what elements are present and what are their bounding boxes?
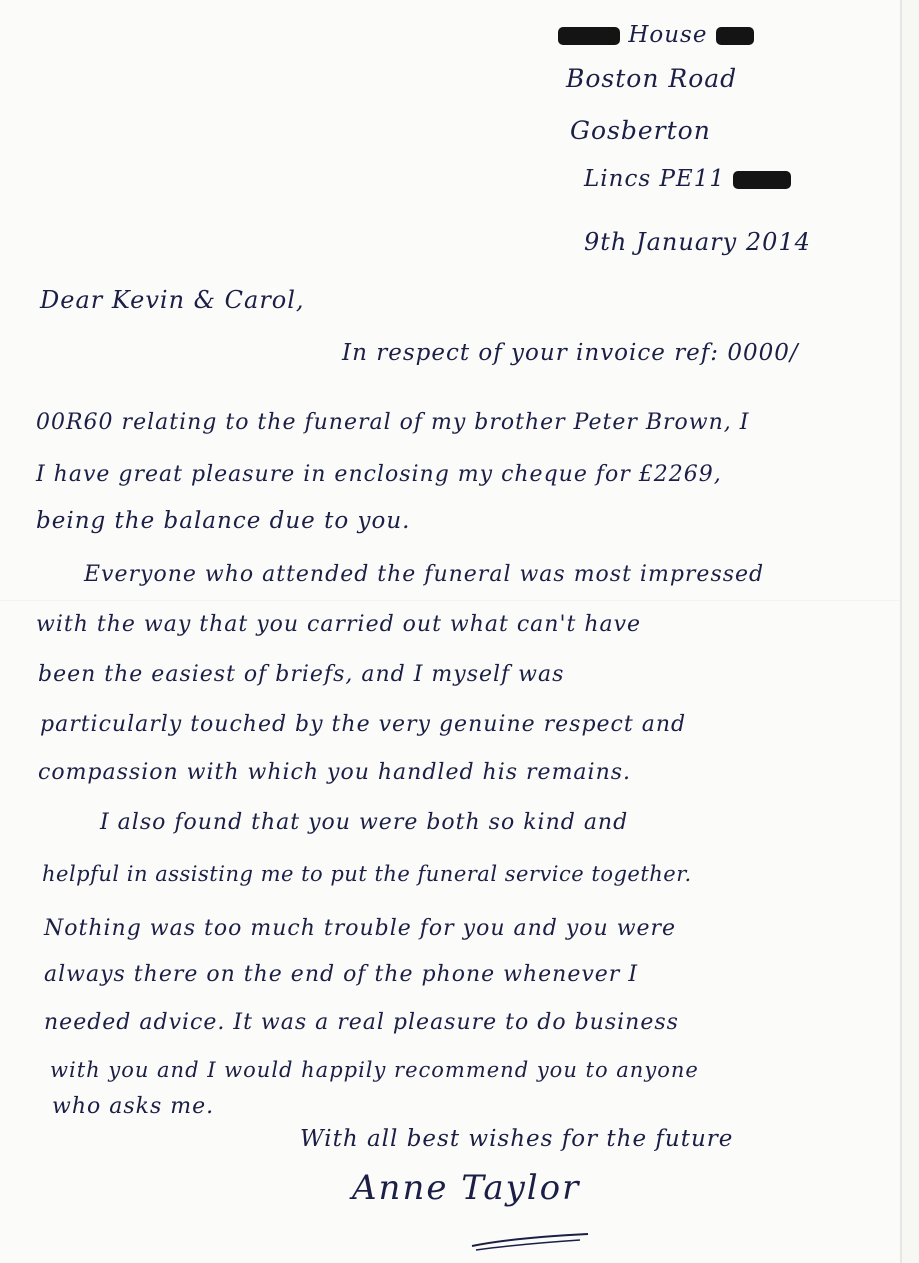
redaction-mark	[558, 27, 620, 45]
body-line: needed advice. It was a real pleasure to do business	[44, 1010, 679, 1035]
body-line: Nothing was too much trouble for you and you were	[44, 916, 677, 941]
redaction-mark	[733, 171, 791, 189]
body-line: particularly touched by the very genuine respect and	[40, 712, 687, 737]
body-line: with you and I would happily recommend you to anyone	[50, 1058, 699, 1082]
signature-underline	[470, 1232, 590, 1252]
body-line: helpful in assisting me to put the funeral service together.	[42, 862, 692, 886]
address-line-4	[584, 166, 791, 192]
address-house: House	[628, 22, 708, 48]
address-line-2: Boston Road	[566, 64, 738, 93]
letter-date: 9th January 2014	[584, 228, 811, 256]
body-line: 00R60 relating to the funeral of my brother Peter Brown, I	[36, 410, 750, 435]
body-line: Everyone who attended the funeral was most impressed	[84, 562, 765, 587]
body-line: who asks me.	[52, 1094, 215, 1119]
body-line: I also found that you were both so kind and	[100, 810, 629, 835]
address-line-3: Gosberton	[570, 116, 711, 145]
redaction-mark	[716, 27, 754, 45]
body-line: In respect of your invoice ref: 0000/	[342, 340, 799, 366]
address-line-1	[558, 22, 754, 48]
paper-fold	[0, 600, 900, 601]
salutation: Dear Kevin & Carol,	[40, 286, 305, 314]
body-line: with the way that you carried out what can't have	[36, 612, 642, 637]
address-county-postcode: Lincs PE11	[584, 166, 725, 192]
signature: Anne Taylor	[352, 1168, 581, 1208]
closing: With all best wishes for the future	[300, 1126, 734, 1152]
body-line: being the balance due to you.	[36, 508, 411, 534]
body-line: been the easiest of briefs, and I myself was	[38, 662, 565, 687]
body-line: compassion with which you handled his remains.	[38, 760, 632, 785]
body-line: always there on the end of the phone whenever I	[44, 962, 639, 987]
body-line: I have great pleasure in enclosing my cheque for £2269,	[36, 462, 722, 487]
